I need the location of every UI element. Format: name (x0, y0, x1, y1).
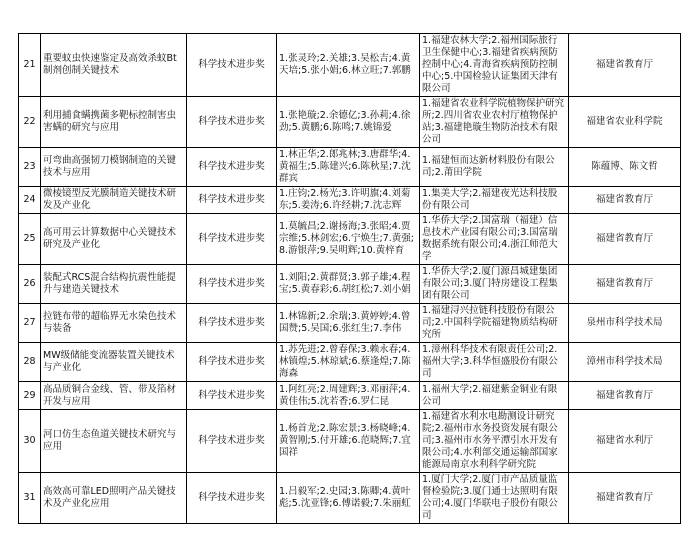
table-row (19, 473, 681, 524)
award-type: 科学技术进步奖 (187, 187, 277, 214)
nominator: 福建省教育厅 (569, 214, 681, 265)
main-contributors: 1.林正华;2.郎兆林;3.唐群华;4.黄福生;5.陈建兴;6.陈秋星;7.沈群宾 (277, 148, 420, 187)
main-contributors: 1.苏先进;2.曾春保;3.赖永春;4.林镇煌;5.林琼斌;6.蔡逢煌;7.陈海森 (277, 343, 420, 382)
table-row (19, 187, 681, 214)
project-name: 河口仿生态鱼道关键技术研究与应用 (41, 410, 187, 473)
table-row (19, 265, 681, 304)
table-row (19, 34, 681, 97)
project-name: 微棱镜型反光膜制造关键技术研发及产业化 (41, 187, 187, 214)
table-row (19, 343, 681, 382)
main-contributors: 1.阿红亮;2.周建辉;3.邓丽萍;4.黄佳伟;5.沈若香;6.罗仁昆 (277, 382, 420, 410)
main-units: 1.厦门大学;2.厦门市产品质量监督检验院;3.厦门通士达照明有限公司;4.厦门华联电子股份有限公司 (420, 473, 569, 524)
row-number: 31 (19, 473, 41, 524)
row-number: 28 (19, 343, 41, 382)
row-number: 30 (19, 410, 41, 473)
nominator: 福建省农业科学院 (569, 97, 681, 148)
main-contributors: 1.吕毅军;2.史园;3.陈卿;4.黄叶彪;5.沈亚锋;6.傅诺毅;7.朱丽虹 (277, 473, 420, 524)
nominator: 泉州市科学技术局 (569, 304, 681, 343)
main-units: 1.福建恒而达新材料股份有限公司;2.莆田学院 (420, 148, 569, 187)
award-type: 科学技术进步奖 (187, 265, 277, 304)
award-type: 科学技术进步奖 (187, 214, 277, 265)
main-contributors: 1.张艳璇;2.余德亿;3.孙莉;4.徐劲;5.黄鹏;6.陈鸣;7.姚锦爱 (277, 97, 420, 148)
table-row (19, 97, 681, 148)
nominator: 福建省教育厅 (569, 34, 681, 97)
main-contributors: 1.刘阳;2.黄群贤;3.郭子雄;4.程宝;5.黄春彩;6.胡红松;7.刘小娟 (277, 265, 420, 304)
project-name: 装配式RCS混合结构抗震性能提升与建造关键技术 (41, 265, 187, 304)
row-number: 25 (19, 214, 41, 265)
main-contributors: 1.杨首龙;2.陈宏景;3.杨晓峰;4.黄智刚;5.付开雄;6.范晓辉;7.宜国祥 (277, 410, 420, 473)
table-row (19, 148, 681, 187)
award-type: 科学技术进步奖 (187, 304, 277, 343)
nominator: 福建省水利厅 (569, 410, 681, 473)
table-row (19, 304, 681, 343)
project-name: MW级储能变流器装置关键技术与产业化 (41, 343, 187, 382)
nominator: 福建省教育厅 (569, 382, 681, 410)
table-row (19, 214, 681, 265)
award-type: 科学技术进步奖 (187, 473, 277, 524)
main-units: 1.华侨大学;2.厦门源昌城建集团有限公司;3.厦门特房建设工程集团有限公司 (420, 265, 569, 304)
main-contributors: 1.庄钧;2.杨光;3.许明旗;4.刘菊东;5.姜涛;6.许经耕;7.沈志辉 (277, 187, 420, 214)
main-units: 1.集美大学;2.福建夜光达科技股份有限公司 (420, 187, 569, 214)
nominator: 漳州市科学技术局 (569, 343, 681, 382)
main-contributors: 1.林锦新;2.余瑞;3.黄婷婷;4.曾国赞;5.吴国;6.张红生;7.李伟 (277, 304, 420, 343)
project-name: 可弯曲高强韧刀模钢制造的关键技术与应用 (41, 148, 187, 187)
main-units: 1.福建农林大学;2.福州国际旅行卫生保健中心;3.福建省疾病预防控制中心;4.青海省疾病预防控制中心;5.中国检验认证集团天津有限公司 (420, 34, 569, 97)
main-units: 1.华侨大学;2.国富瑞（福建）信息技术产业园有限公司;3.国富瑞数据系统有限公司;4.浙江师范大学 (420, 214, 569, 265)
award-type: 科学技术进步奖 (187, 343, 277, 382)
award-type: 科学技术进步奖 (187, 382, 277, 410)
main-units: 1.福建浔兴拉链科技股份有限公司;2.中国科学院福建物质结构研究所 (420, 304, 569, 343)
nominator: 陈蕴博、陈文哲 (569, 148, 681, 187)
table-row (19, 382, 681, 410)
main-units: 1.福建省水利水电勘测设计研究院;2.福州市水务投资发展有限公司;3.福州市水务平潭引水开发有限公司;4.水利部交通运输部国家能源局南京水利科学研究院 (420, 410, 569, 473)
row-number: 22 (19, 97, 41, 148)
main-units: 1.福建省农业科学院植物保护研究所;2.四川省农业农村厅植物保护站;3.福建艳璇生物防治技术有限公司 (420, 97, 569, 148)
row-number: 23 (19, 148, 41, 187)
main-contributors: 1.莫毓昌;2.谢扬海;3.张昭;4.贾宗维;5.林剑宏;6.宁焕生;7.黄强;8.游银萍;9.吴明辉;10.黄梓育 (277, 214, 420, 265)
awards-table (18, 33, 681, 524)
nominator: 福建省教育厅 (569, 187, 681, 214)
award-type: 科学技术进步奖 (187, 34, 277, 97)
main-units: 1.漳州科华技术有限责任公司;2.福州大学;3.科华恒盛股份有限公司 (420, 343, 569, 382)
project-name: 拉链布带的超临界无水染色技术与装备 (41, 304, 187, 343)
project-name: 重要蚊虫快速鉴定及高效杀蚊Bt制剂创制关键技术 (41, 34, 187, 97)
project-name: 高品质铜合金线、管、带及箔材开发与应用 (41, 382, 187, 410)
award-type: 科学技术进步奖 (187, 97, 277, 148)
award-type: 科学技术进步奖 (187, 148, 277, 187)
nominator: 福建省教育厅 (569, 265, 681, 304)
award-type: 科学技术进步奖 (187, 410, 277, 473)
main-units: 1.福州大学;2.福建紫金铜业有限公司 (420, 382, 569, 410)
row-number: 24 (19, 187, 41, 214)
nominator: 福建省教育厅 (569, 473, 681, 524)
project-name: 高效高可靠LED照明产品关键技术及产业化应用 (41, 473, 187, 524)
row-number: 21 (19, 34, 41, 97)
project-name: 利用捕食螨携菌多靶标控制害虫害螨的研究与应用 (41, 97, 187, 148)
main-contributors: 1.张灵玲;2.关雄;3.吴松吉;4.黄天培;5.张小娟;6.林立旺;7.郭鹏 (277, 34, 420, 97)
table-row (19, 410, 681, 473)
project-name: 高可用云计算数据中心关键技术研究及产业化 (41, 214, 187, 265)
row-number: 29 (19, 382, 41, 410)
row-number: 27 (19, 304, 41, 343)
row-number: 26 (19, 265, 41, 304)
